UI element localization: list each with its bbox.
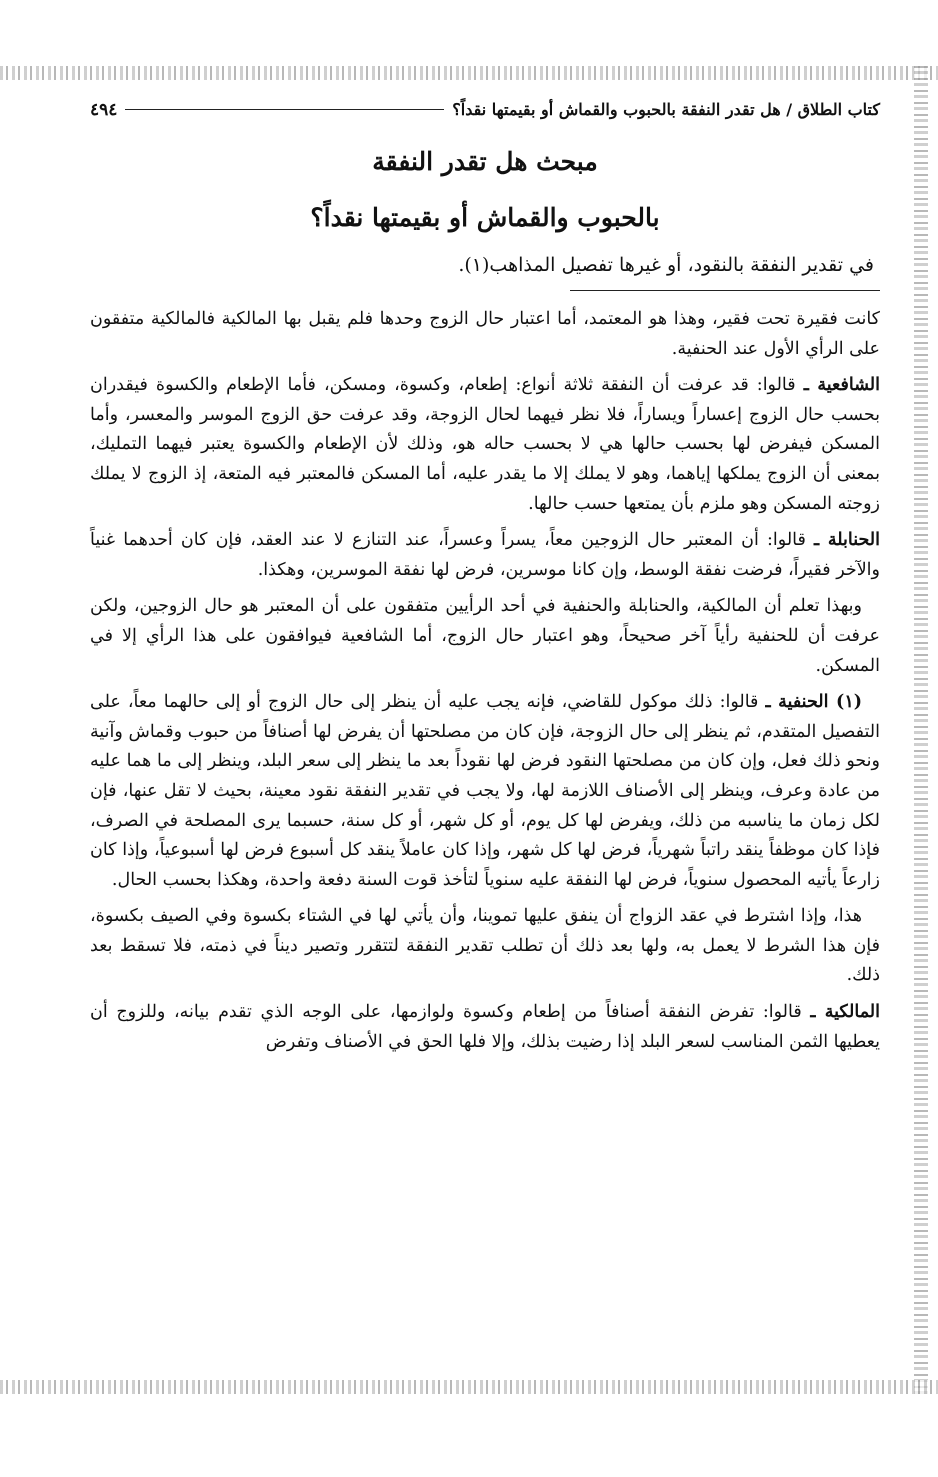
paragraph-text: هذا، وإذا اشترط في عقد الزواج أن ينفق عليها تموينا، وأن يأتي لها في الشتاء بكسوة وفي الصيف بكسوة، فإن هذا الشرط لا يعمل به، ولها بعد ذلك أن تطلب تقدير النفقة لتتقرر وتصير ديناً في ذمته، فلا تسقط بعد ذلك. <box>90 906 880 986</box>
paragraph-text: قالوا: أن المعتبر حال الزوجين معاً، يسراً وعسراً، عند التنازع لا عند العقد، فإن كان أحدهما غنياً والآخر فقيراً، فرضت نفقة الوسط، وإن كانا موسرين، فرض لها نفقة الموسرين، وهكذا. <box>90 530 880 580</box>
paragraph-text: كانت فقيرة تحت فقير، وهذا هو المعتمد، أما اعتبار حال الزوج وحدها فلم يقبل بها المالكية فالمالكية متفقون على الرأي الأول عند الحنفية. <box>90 309 880 359</box>
running-title: كتاب الطلاق / هل تقدر النفقة بالحبوب والقماش أو بقيمتها نقداً؟ <box>452 100 880 119</box>
paragraph <box>90 688 880 895</box>
paragraph <box>90 902 880 991</box>
page-border-bottom <box>0 1380 938 1394</box>
section-heading-line1: مبحث هل تقدر النفقة <box>372 147 598 176</box>
page-border-right <box>914 66 928 1394</box>
footnote-body <box>90 305 880 1057</box>
book-page <box>90 100 880 1064</box>
running-header <box>90 100 880 134</box>
header-rule <box>125 109 444 110</box>
paragraph-lead: الشافعية ـ <box>803 375 881 396</box>
paragraph-text: وبهذا تعلم أن المالكية، والحنابلة والحنفية في أحد الرأيين متفقون على أن المعتبر هو حال الزوجين، ولكن عرفت أن للحنفية رأياً آخر صحيحاً، وهو اعتبار حال الزوج، أما الشافعية فيوافقون على هذا الرأي إلا في المسكن. <box>90 596 880 676</box>
paragraph-text: قالوا: تفرض النفقة أصنافاً من إطعام وكسوة ولوازمها، على الوجه الذي تقدم بيانه، وللزوج أن يعطيها الثمن المناسب لسعر البلد إذا رضيت بذلك، وإلا فلها الحق في الأصناف وتفرض <box>90 1002 880 1052</box>
paragraph <box>90 592 880 681</box>
paragraph <box>90 998 880 1057</box>
paragraph <box>90 526 880 585</box>
paragraph-lead: الحنابلة ـ <box>814 530 880 551</box>
paragraph-lead: (١) الحنفية ـ <box>765 692 862 713</box>
footnote-separator <box>570 290 880 291</box>
page-border-top <box>0 66 938 80</box>
paragraph-lead: المالكية ـ <box>810 1002 881 1023</box>
paragraph <box>90 305 880 364</box>
paragraph-text: قالوا: ذلك موكول للقاضي، فإنه يجب عليه أن ينظر إلى حال الزوج أو إلى حالهما معاً، على التفصيل المتقدم، ثم ينظر إلى حال الزوجة، فإن كان من مصلحتها أن يفرض لها أصنافاً من حبوب وقماش وآنية ونحو ذلك فعل، وإن كان من مصلحتها النقود فرض لها نقوداً بعد ما ينظر إلى سعر البلد، وينظر إلى ما هما عليه من عادة وعرف، وينظر إلى الأصناف اللازمة لها، ولا يجب في تقدير النفقة نقود معينة، بحيث لا تقل عنها، فإن لكل زمان ما يناسبه من ذلك، ويفرض لها كل يوم، أو كل شهر، أو كل سنة، حسبما يرى المصلحة في الصرف، فإذا كان موظفاً ينقد راتباً شهرياً، فرض لها كل شهر، وإذا كان عاملاً ينقد كل أسبوع فرض لها أسبوعياً، وإذا كان زارعاً يأتيه المحصول سنوياً، فرض لها النفقة عليه سنوياً لتأخذ قوت السنة دفعة واحدة، وهكذا بحسب الحال. <box>90 692 880 890</box>
intro-text: في تقدير النفقة بالنقود، أو غيرها تفصيل المذاهب(١). <box>458 254 874 276</box>
paragraph-text: قالوا: قد عرفت أن النفقة ثلاثة أنواع: إطعام، وكسوة، ومسكن، فأما الإطعام والكسوة فيقدران بحسب حال الزوج إعساراً ويساراً، فلا نظر فيهما لحال الزوجة، وقد عرفت حق الزوج الموسر والمعسر، وأما المسكن فيفرض لها بحسب حالها هي لا بحسب حاله هو، وذلك لأن الإطعام والكسوة يعتبر فيهما التمليك، بمعنى أن الزوج يملكها إياهما، وهو لا يملك إلا ما يقدر عليه، أما المسكن فالمعتبر فيه المتعة، إذ الزوج لا يملك زوجته المسكن وهو ملزم بأن يمتعها حسب حالها. <box>90 375 880 514</box>
paragraph <box>90 371 880 519</box>
section-heading-line2: بالحبوب والقماش أو بقيمتها نقداً؟ <box>310 203 660 232</box>
page-number: ٤٩٤ <box>90 100 118 120</box>
